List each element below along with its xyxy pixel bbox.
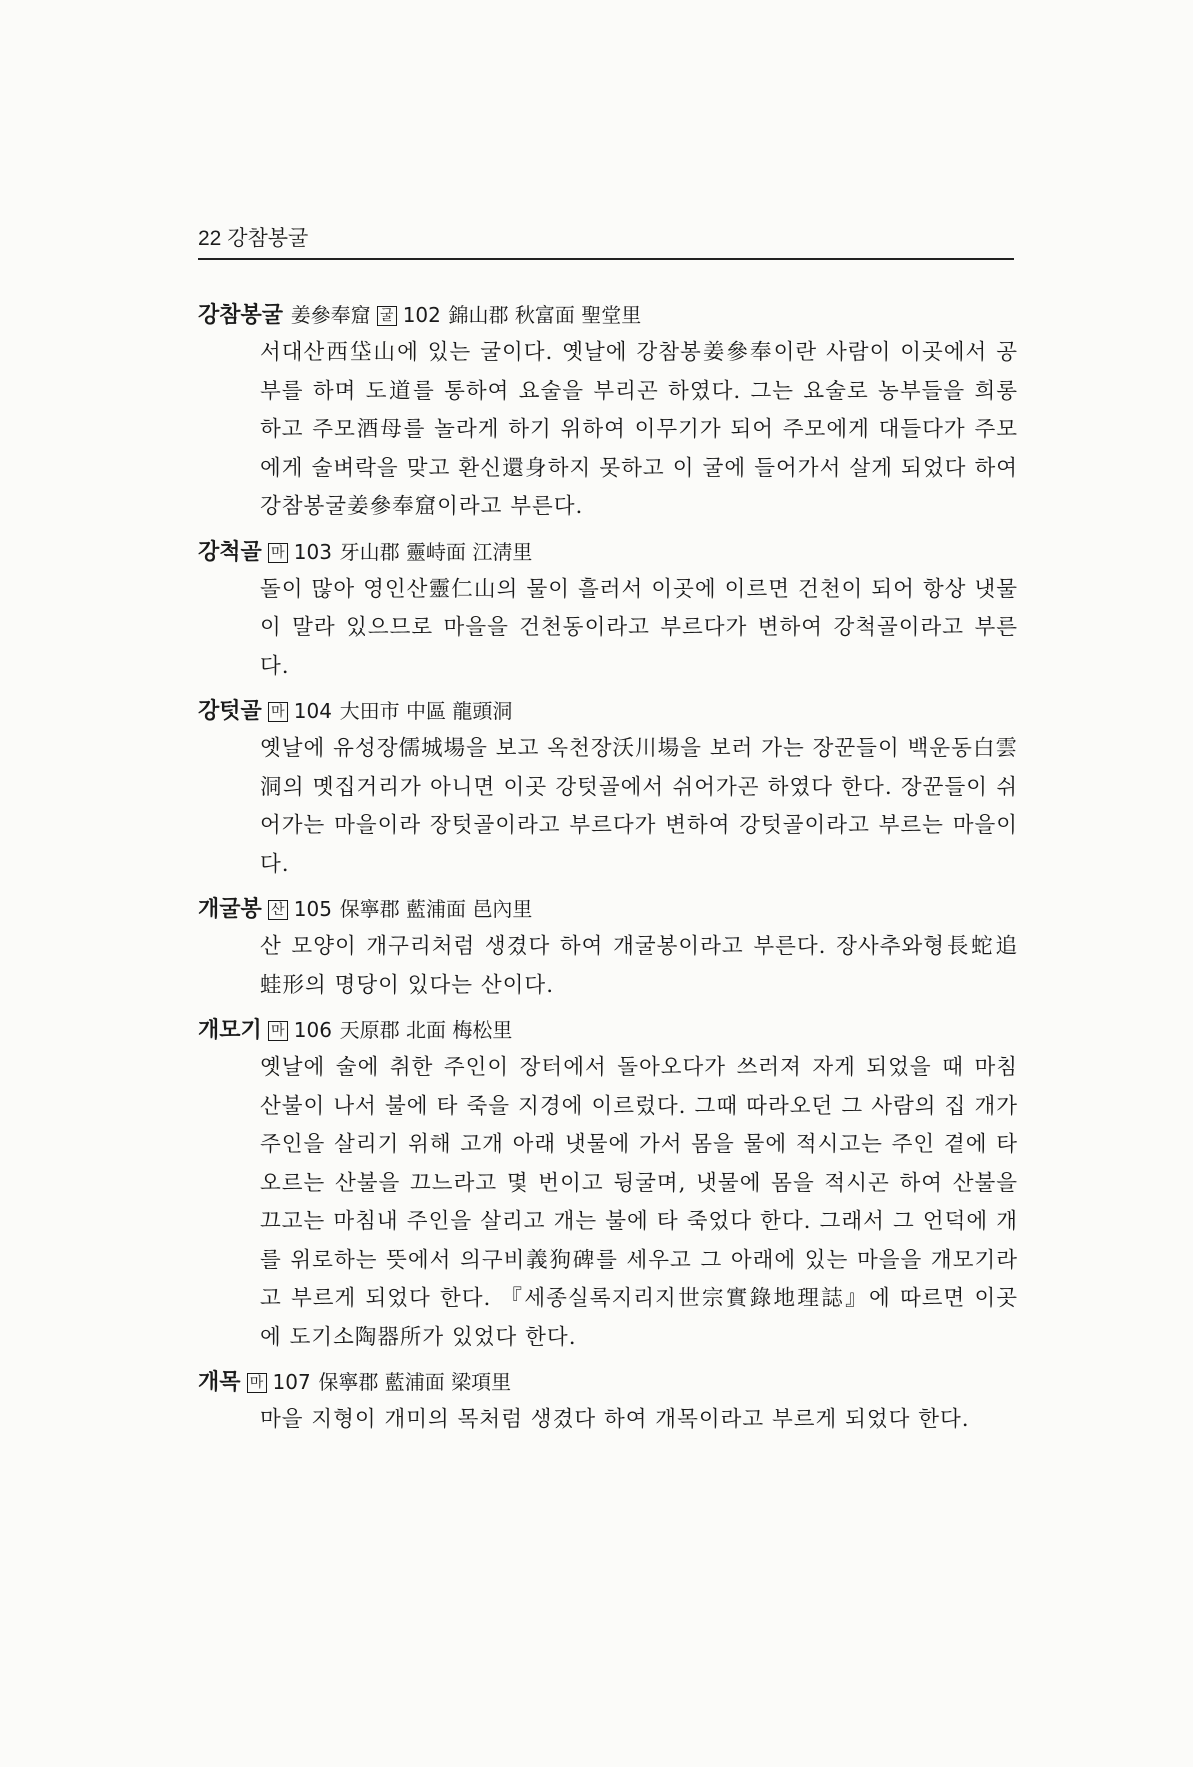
entry-number: 107 bbox=[272, 1370, 311, 1394]
entry-description: 마을 지형이 개미의 목처럼 생겼다 하여 개목이라고 부르게 되었다 한다. bbox=[260, 1407, 970, 1432]
entry-list bbox=[198, 296, 1018, 1446]
entry-description: 옛날에 술에 취한 주인이 장터에서 돌아오다가 쓰러져 자게 되었을 때 마침 산불이 나서 불에 타 죽을 지경에 이르렀다. 그때 따라오던 그 사람의 집 개가 주인을 살리기 위해 고개 아래 냇물에 가서 몸을 물에 적시고는 주인 곁에 타오르는 산불을 끄느라고 몇 번이고 뒹굴며, 냇물에 몸을 적시곤 하여 산불을 끄고는 마침내 주인을 살리고 개는 불에 타 죽었다 한다. 그래서 그 언덕에 개를 위로하는 뜻에서 의구비義狗碑를 세우고 그 아래에 있는 마을을 개모기라고 부르게 되었다 한다. 『세종실록지리지世宗實錄地理誌』에 따르면 이곳에 도기소陶器所가 있었다 한다. bbox=[260, 1055, 1018, 1350]
entry-number: 105 bbox=[293, 897, 332, 921]
category-badge: 마 bbox=[268, 1021, 288, 1041]
entry-heading bbox=[198, 692, 1018, 730]
entry-location: 大田市 中區 龍頭洞 bbox=[339, 699, 513, 723]
running-header: 22 강참봉굴 bbox=[198, 227, 309, 250]
entry-location: 保寧郡 藍浦面 梁項里 bbox=[318, 1370, 512, 1394]
entry-heading bbox=[198, 1363, 1018, 1401]
entry bbox=[198, 1011, 1018, 1357]
entry bbox=[198, 533, 1018, 687]
entry-location: 錦山郡 秋富面 聖堂里 bbox=[448, 303, 642, 327]
entry-heading bbox=[198, 533, 1018, 571]
category-badge: 산 bbox=[268, 900, 288, 920]
entry-description: 돌이 많아 영인산靈仁山의 물이 흘러서 이곳에 이르면 건천이 되어 항상 냇물이 말라 있으므로 마을을 건천동이라고 부르다가 변하여 강척골이라고 부른다. bbox=[260, 576, 1018, 679]
entry-hanja: 姜參奉窟 bbox=[290, 303, 371, 327]
entry-number: 103 bbox=[293, 539, 332, 564]
entry-description: 산 모양이 개구리처럼 생겼다 하여 개굴봉이라고 부른다. 장사추와형長蛇追蛙形의 명당이 있다는 산이다. bbox=[260, 934, 1018, 998]
entry bbox=[198, 692, 1018, 884]
entry-term: 강척골 bbox=[198, 538, 262, 565]
entry-location: 天原郡 北面 梅松里 bbox=[339, 1018, 513, 1042]
entry-term: 개굴봉 bbox=[198, 896, 262, 922]
entry-number: 106 bbox=[293, 1018, 332, 1042]
entry-location: 牙山郡 靈峙面 江淸里 bbox=[339, 539, 533, 564]
entry-term: 개모기 bbox=[198, 1017, 262, 1043]
entry bbox=[198, 890, 1018, 1005]
entry-description: 옛날에 유성장儒城場을 보고 옥천장沃川場을 보러 가는 장꾼들이 백운동白雲洞의 몟집거리가 아니면 이곳 강텃골에서 쉬어가곤 하였다 한다. 장꾼들이 쉬어가는 마을이라 장텃골이라고 부르다가 변하여 강텃골이라고 부르는 마을이다. bbox=[260, 736, 1018, 877]
entry-heading bbox=[198, 296, 1018, 334]
entry-description: 서대산西垈山에 있는 굴이다. 옛날에 강참봉姜參奉이란 사람이 이곳에서 공부를 하며 도道를 통하여 요술을 부리곤 하였다. 그는 요술로 농부들을 희롱하고 주모酒母를 놀라게 하기 위하여 이무기가 되어 주모에게 대들다가 주모에게 술벼락을 맞고 환신還身하지 못하고 이 굴에 들어가서 살게 되었다 하여 강참봉굴姜參奉窟이라고 부른다. bbox=[260, 340, 1018, 519]
entry-heading bbox=[198, 1011, 1018, 1049]
entry bbox=[198, 296, 1018, 527]
entry-location: 保寧郡 藍浦面 邑內里 bbox=[339, 897, 533, 921]
category-badge: 마 bbox=[268, 702, 288, 722]
entry-term: 개목 bbox=[198, 1369, 241, 1395]
entry-number: 102 bbox=[402, 303, 441, 327]
entry bbox=[198, 1363, 1018, 1440]
category-badge: 마 bbox=[268, 543, 288, 563]
category-badge: 마 bbox=[247, 1373, 267, 1393]
entry-term: 강참봉굴 bbox=[198, 302, 284, 328]
category-badge: 굴 bbox=[377, 306, 397, 326]
entry-term: 강텃골 bbox=[198, 698, 262, 724]
header-rule bbox=[198, 258, 1014, 260]
entry-number: 104 bbox=[293, 699, 332, 723]
entry-heading bbox=[198, 890, 1018, 928]
